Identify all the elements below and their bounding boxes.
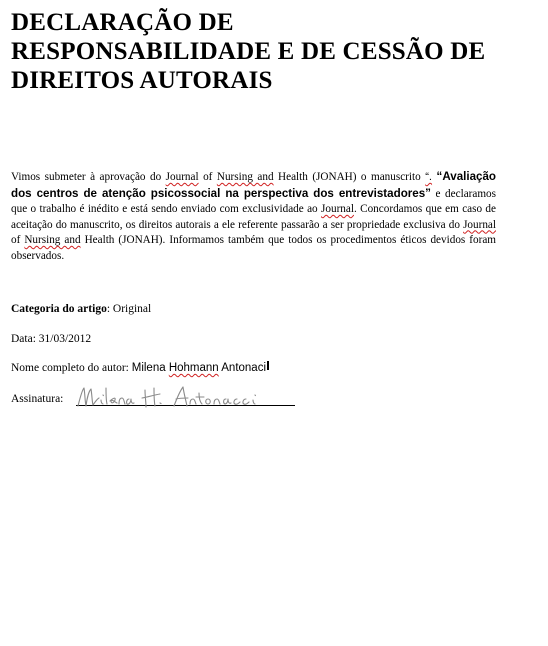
author-name-field [11, 361, 269, 376]
author-name-label: Nome completo do autor: [11, 362, 132, 374]
text-cursor [267, 361, 269, 370]
title-line-3: DIREITOS AUTORAIS [11, 67, 273, 94]
declaration-paragraph: Vimos submeter à aprovação do Journal of Nursing and Health (JONAH) o manuscrito “. “Avaliação dos centros de atenção psicossocial na perspectiva dos entrevistadores” e declaramos que o trabalho é inédito e está sendo enviado com exclusividade ao Journal. Concordamos que em caso de aceitação do manuscrito, os direitos autorais a ele referente passarão a ser propriedade exclusiva do Journal of Nursing and Health (JONAH). Informamos também que todos os procedimentos éticos devidos foram observados. [11, 170, 497, 262]
spellcheck-word: Nursing and [216, 171, 274, 183]
categoria-value: Original [112, 303, 152, 315]
spellcheck-word: Nursing and [24, 234, 81, 246]
categoria-label: Categoria do artigo [11, 303, 107, 315]
author-name-value: Milena Hohmann Antonaci [131, 362, 267, 374]
data-label: Data [11, 333, 33, 345]
spellcheck-word: Hohmann [168, 362, 219, 374]
spellcheck-word: Journal [463, 218, 496, 231]
data-field: Data: 31/03/2012 [11, 333, 92, 345]
handwritten-signature [74, 380, 298, 412]
categoria-field: Categoria do artigo: Original [11, 303, 152, 315]
spellcheck-word: Journal [165, 171, 199, 183]
title-line-1: DECLARAÇÃO DE [11, 9, 234, 36]
spellcheck-word: Journal [321, 203, 354, 215]
signature-field [11, 392, 63, 407]
manuscript-title: “Avaliação dos centros de atenção psicossocial na perspectiva dos entrevistadores” [11, 170, 497, 200]
signature-label: Assinatura: [11, 393, 64, 405]
title-line-2: RESPONSABILIDADE E DE CESSÃO DE [11, 38, 486, 65]
data-value: 31/03/2012 [38, 333, 92, 345]
spellcheck-word: “. [425, 171, 433, 183]
document-title [11, 8, 531, 95]
